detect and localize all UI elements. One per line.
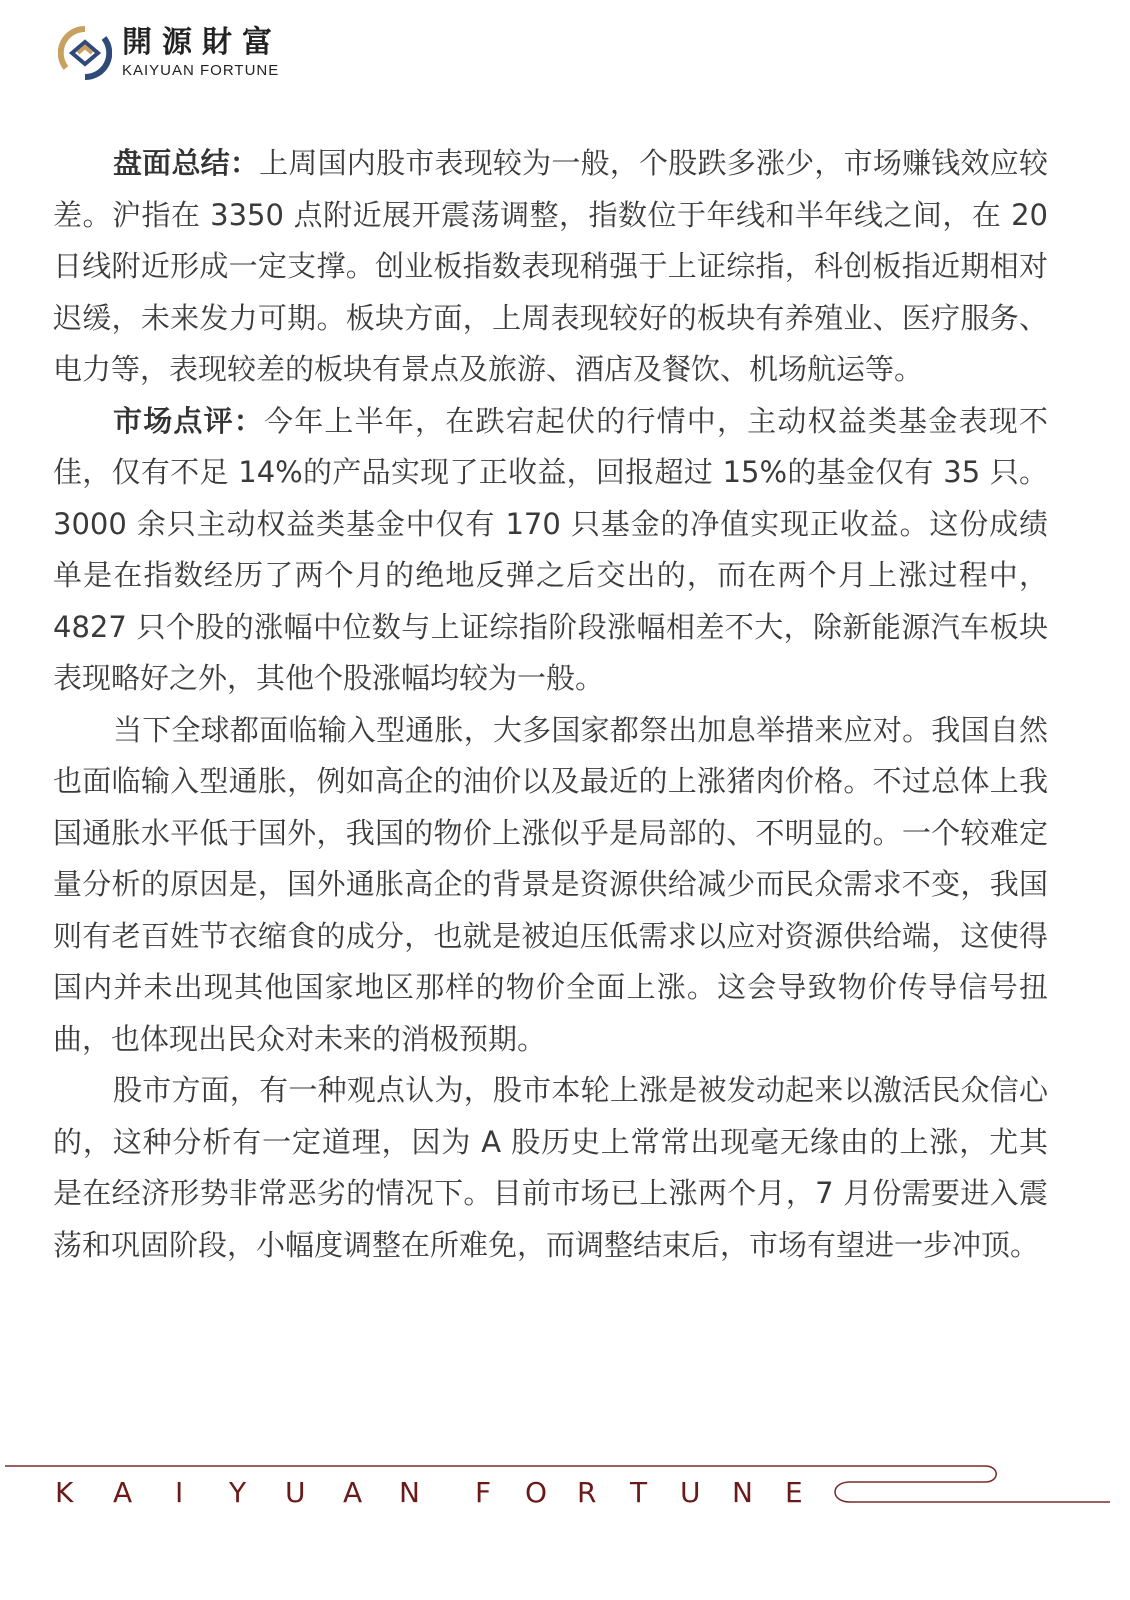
footer-letter: F bbox=[475, 1476, 492, 1509]
footer-letter: K bbox=[55, 1476, 74, 1509]
paragraph-inflation bbox=[53, 705, 1048, 1066]
page-footer bbox=[0, 1460, 1130, 1520]
paragraph-text: 今年上半年，在跌宕起伏的行情中，主动权益类基金表现不佳，仅有不足 14%的产品实现了正收益，回报超过 15%的基金仅有 35 只。3000 余只主动权益类基金中仅有 170 只基金的净值实现正收益。这份成绩单是在指数经历了两个月的绝地反弹之后交出的，而在两个月上涨过程中，4827 只个股的涨幅中位数与上证综指阶段涨幅相差不大，除新能源汽车板块表现略好之外，其他个股涨幅均较为一般。 bbox=[53, 403, 1048, 695]
footer-letter: U bbox=[680, 1476, 701, 1509]
logo-chinese-name: 開源財富 bbox=[122, 25, 282, 60]
footer-decoration bbox=[0, 1460, 1130, 1520]
footer-letter: A bbox=[113, 1476, 133, 1509]
footer-letter: Y bbox=[229, 1476, 247, 1509]
footer-letter: O bbox=[525, 1476, 548, 1509]
footer-letter: N bbox=[732, 1476, 753, 1509]
paragraph-text: 股市方面，有一种观点认为，股市本轮上涨是被发动起来以激活民众信心的，这种分析有一定道理，因为 A 股历史上常常出现毫无缘由的上涨，尤其是在经济形势非常恶劣的情况下。目前市场已上涨两个月，7 月份需要进入震荡和巩固阶段，小幅度调整在所难免，而调整结束后，市场有望进一步冲顶。 bbox=[53, 1073, 1048, 1262]
logo-english-name: KAIYUAN FORTUNE bbox=[122, 62, 280, 79]
footer-letter: A bbox=[343, 1476, 363, 1509]
paragraph-market-summary bbox=[53, 138, 1048, 396]
paragraph-text: 上周国内股市表现较为一般，个股跌多涨少，市场赚钱效应较差。沪指在 3350 点附近展开震荡调整，指数位于年线和半年线之间，在 20 日线附近形成一定支撑。创业板指数表现稍强于上证综指，科创板指近期相对迟缓，未来发力可期。板块方面，上周表现较好的板块有养殖业、医疗服务、电力等，表现较差的板块有景点及旅游、酒店及餐饮、机场航运等。 bbox=[53, 146, 1048, 386]
paragraph-stock-outlook bbox=[53, 1065, 1048, 1271]
footer-letter: U bbox=[285, 1476, 306, 1509]
footer-letter: I bbox=[175, 1476, 184, 1509]
paragraph-text: 当下全球都面临输入型通胀，大多国家都祭出加息举措来应对。我国自然也面临输入型通胀，例如高企的油价以及最近的上涨猪肉价格。不过总体上我国通胀水平低于国外，我国的物价上涨似乎是局部的、不明显的。一个较难定量分析的原因是，国外通胀高企的背景是资源供给减少而民众需求不变，我国则有老百姓节衣缩食的成分，也就是被迫压低需求以应对资源供给端，这使得国内并未出现其他国家地区那样的物价全面上涨。这会导致物价传导信号扭曲，也体现出民众对未来的消极预期。 bbox=[53, 712, 1048, 1056]
paragraph-label: 盘面总结： bbox=[113, 146, 260, 180]
footer-letter: T bbox=[630, 1476, 648, 1509]
paragraph-market-review bbox=[53, 396, 1048, 705]
footer-letter: E bbox=[785, 1476, 803, 1509]
article-body bbox=[53, 138, 1048, 1271]
paragraph-label: 市场点评： bbox=[113, 403, 264, 438]
logo-emblem-icon bbox=[58, 26, 112, 80]
company-logo bbox=[58, 26, 318, 86]
footer-letter: R bbox=[577, 1476, 597, 1509]
footer-letter: N bbox=[399, 1476, 420, 1509]
